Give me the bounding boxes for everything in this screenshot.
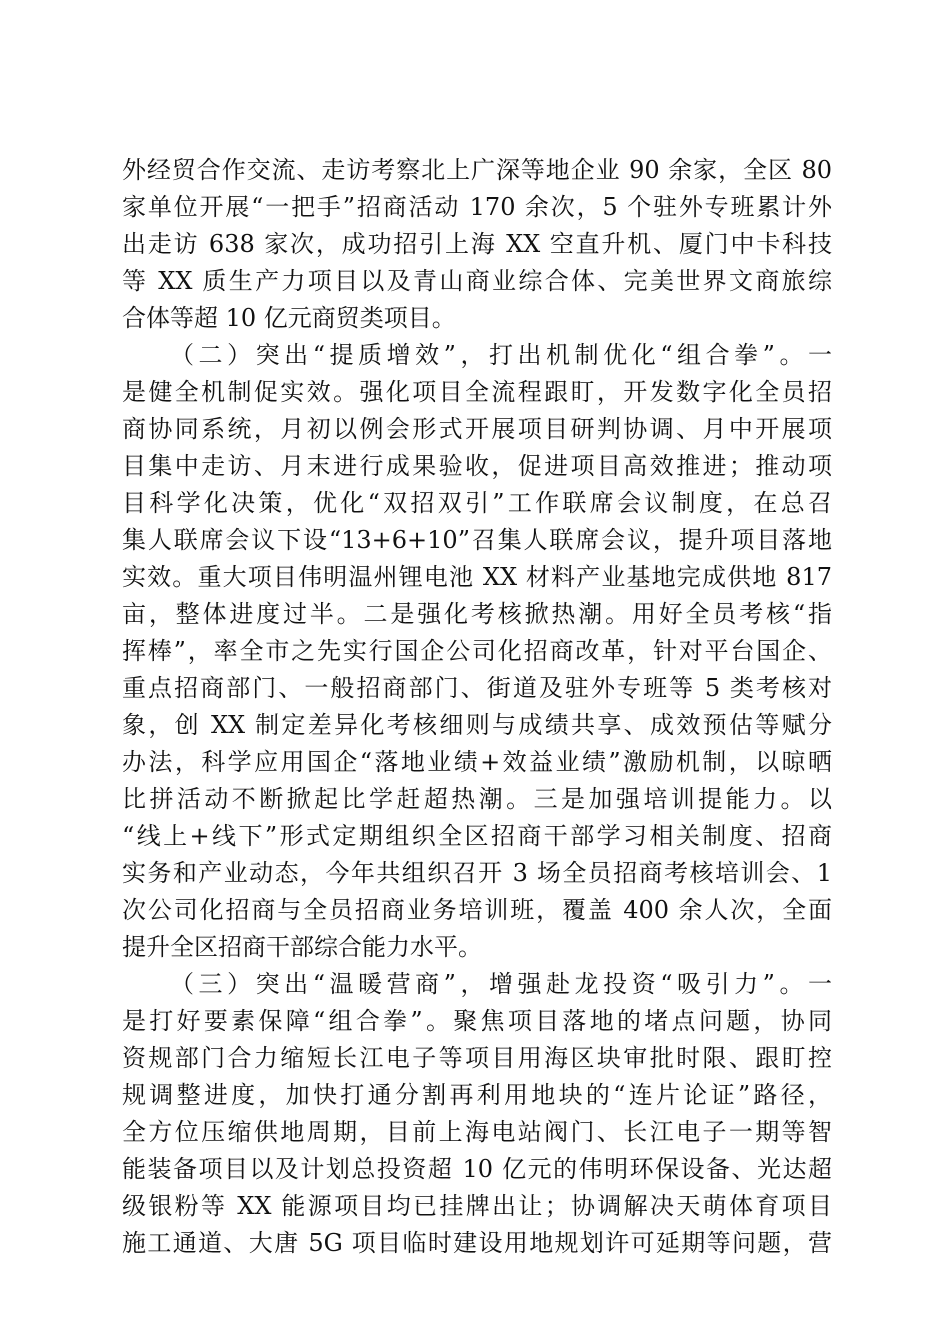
paragraph-2-line-16: 次公司化招商与全员招商业务培训班，覆盖 400 余人次，全面 [122,896,832,924]
paragraph-2-line-10: 重点招商部门、一般招商部门、街道及驻外专班等 5 类考核对 [122,674,832,702]
paragraph-2-line-1: （二）突出“提质增效”，打出机制优化“组合拳”。一 [170,341,832,369]
paragraph-1-line-2: 家单位开展“一把手”招商活动 170 余次，5 个驻外专班累计外 [122,193,832,221]
paragraph-2-line-15: 实务和产业动态，今年共组织召开 3 场全员招商考核培训会、1 [122,859,832,887]
paragraph-3-line-1: （三）突出“温暖营商”，增强赴龙投资“吸引力”。一 [170,970,832,998]
paragraph-1-line-4: 等 XX 质生产力项目以及青山商业综合体、完美世界文商旅综 [122,267,832,295]
paragraph-2-line-8: 亩，整体进度过半。二是强化考核掀热潮。用好全员考核“指 [122,600,832,628]
paragraph-2-line-14: “线上+线下”形式定期组织全区招商干部学习相关制度、招商 [122,822,832,850]
paragraph-3-line-6: 能装备项目以及计划总投资超 10 亿元的伟明环保设备、光达超 [122,1155,832,1183]
paragraph-2-line-17: 提升全区招商干部综合能力水平。 [122,933,482,961]
paragraph-3-line-8: 施工通道、大唐 5G 项目临时建设用地规划许可延期等问题，营 [122,1229,832,1257]
paragraph-2-line-7: 实效。重大项目伟明温州锂电池 XX 材料产业基地完成供地 817 [122,563,832,591]
paragraph-2-line-6: 集人联席会议下设“13+6+10”召集人联席会议，提升项目落地 [122,526,832,554]
paragraph-2-line-13: 比拼活动不断掀起比学赶超热潮。三是加强培训提能力。以 [122,785,832,813]
paragraph-3-line-5: 全方位压缩供地周期，目前上海电站阀门、长江电子一期等智 [122,1118,832,1146]
paragraph-3-line-7: 级银粉等 XX 能源项目均已挂牌出让；协调解决天萌体育项目 [122,1192,832,1220]
paragraph-3-line-2: 是打好要素保障“组合拳”。聚焦项目落地的堵点问题，协同 [122,1007,832,1035]
paragraph-1-line-1: 外经贸合作交流、走访考察北上广深等地企业 90 余家，全区 80 [122,156,832,184]
paragraph-2-line-2: 是健全机制促实效。强化项目全流程跟盯，开发数字化全员招 [122,378,832,406]
paragraph-1-line-3: 出走访 638 家次，成功招引上海 XX 空直升机、厦门中卡科技 [122,230,832,258]
paragraph-2-line-11: 象，创 XX 制定差异化考核细则与成绩共享、成效预估等赋分 [122,711,832,739]
paragraph-1-line-5: 合体等超 10 亿元商贸类项目。 [122,304,456,332]
paragraph-2-line-3: 商协同系统，月初以例会形式开展项目研判协调、月中开展项 [122,415,832,443]
paragraph-3-line-4: 规调整进度，加快打通分割再利用地块的“连片论证”路径， [122,1081,832,1109]
paragraph-2-line-12: 办法，科学应用国企“落地业绩+效益业绩”激励机制，以晾晒 [122,748,832,776]
paragraph-2-line-5: 目科学化决策，优化“双招双引”工作联席会议制度，在总召 [122,489,832,517]
paragraph-3-line-3: 资规部门合力缩短长江电子等项目用海区块审批时限、跟盯控 [122,1044,832,1072]
paragraph-2-line-9: 挥棒”，率全市之先实行国企公司化招商改革，针对平台国企、 [122,637,832,665]
paragraph-2-line-4: 目集中走访、月末进行成果验收，促进项目高效推进；推动项 [122,452,832,480]
